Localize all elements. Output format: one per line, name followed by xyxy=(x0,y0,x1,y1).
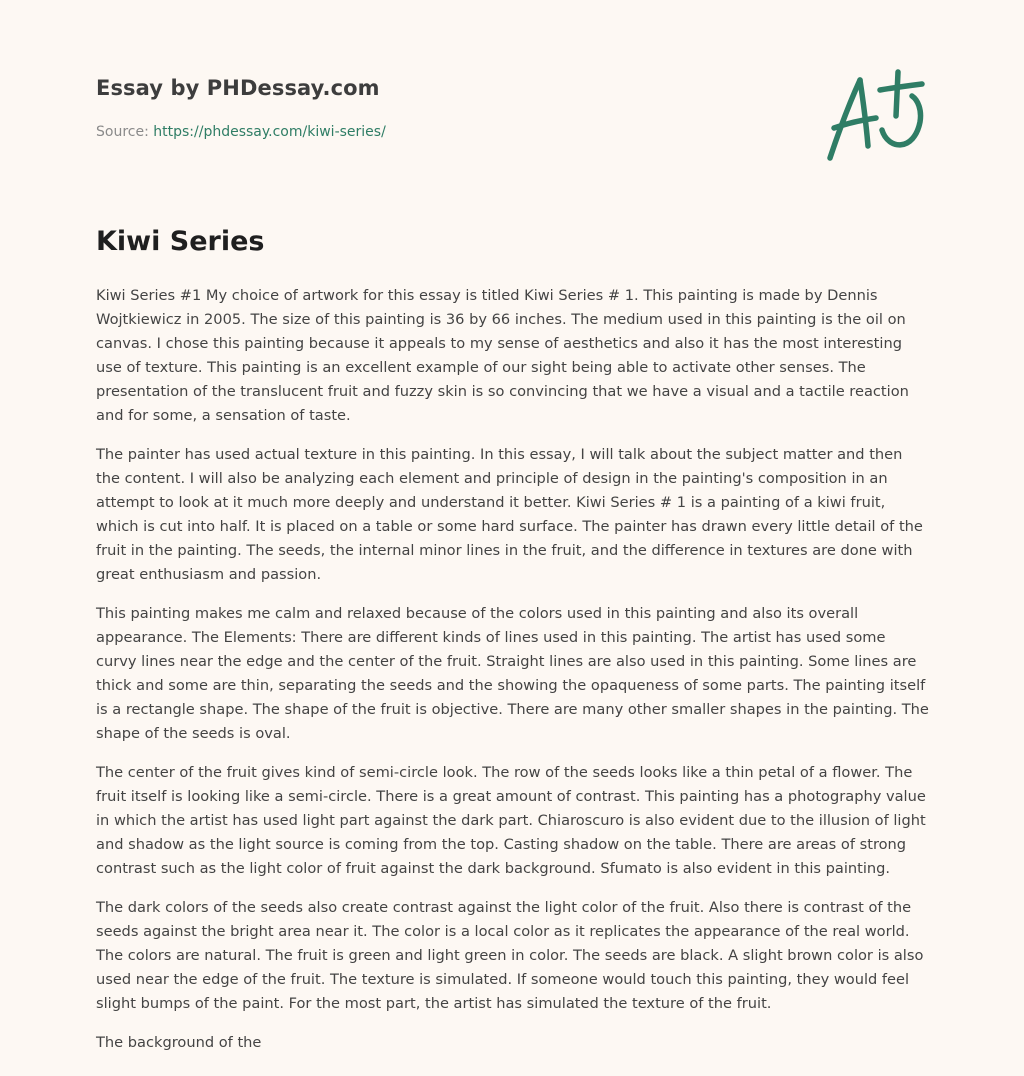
essay-paragraph: The painter has used actual texture in this painting. In this essay, I will talk about the subject matter and then the content. I will also be analyzing each element and principle of design in the painting's composition in an attempt to look at it much more deeply and understand it better. Kiwi Series # 1 is a painting of a kiwi fruit, which is cut into half. It is placed on a table or some hard surface. The painter has drawn every little detail of the fruit in the painting. The seeds, the internal minor lines in the fruit, and the difference in textures are done with great enthusiasm and passion. xyxy=(96,446,923,583)
essay-title: Kiwi Series xyxy=(96,226,265,257)
essay-paragraph: Kiwi Series #1 My choice of artwork for this essay is titled Kiwi Series # 1. This painting is made by Dennis Wojtkiewicz in 2005. The size of this painting is 36 by 66 inches. The medium used in this painting is the oil on canvas. I chose this painting because it appeals to my sense of aesthetics and also it has the most interesting use of texture. This painting is an excellent example of our sight being able to activate other senses. The presentation of the translucent fruit and fuzzy skin is so convincing that we have a visual and a tactile reaction and for some, a sensation of taste. xyxy=(96,287,909,424)
a-plus-logo xyxy=(818,66,930,166)
brand-title: Essay by PHDessay.com xyxy=(96,76,380,100)
essay-paragraph: The dark colors of the seeds also create contrast against the light color of the fruit. Also there is contrast of the seeds against the bright area near it. The color is a local color as it replicates the appearance of the real world. The colors are natural. The fruit is green and light green in color. The seeds are black. A slight brown color is also used near the edge of the fruit. The texture is simulated. If someone would touch this painting, they would feel slight bumps of the paint. For the most part, the artist has simulated the texture of the fruit. xyxy=(96,899,924,1012)
essay-body xyxy=(96,284,930,1070)
essay-paragraph: The center of the fruit gives kind of semi-circle look. The row of the seeds looks like a thin petal of a flower. The fruit itself is looking like a semi-circle. There is a great amount of contrast. This painting has a photography value in which the artist has used light part against the dark part. Chiaroscuro is also evident due to the illusion of light and shadow as the light source is coming from the top. Casting shadow on the table. There are areas of strong contrast such as the light color of fruit against the dark background. Sfumato is also evident in this painting. xyxy=(96,764,926,877)
a-plus-logo-icon xyxy=(818,66,930,166)
source-link[interactable]: https://phdessay.com/kiwi-series/ xyxy=(153,124,386,140)
source-line xyxy=(96,124,656,140)
source-label: Source: xyxy=(96,124,154,140)
essay-paragraph: This painting makes me calm and relaxed because of the colors used in this painting and also its overall appearance. The Elements: There are different kinds of lines used in this painting. The artist has used some curvy lines near the edge and the center of the fruit. Straight lines are also used in this painting. Some lines are thick and some are thin, separating the seeds and the showing the opaqueness of some parts. The painting itself is a rectangle shape. The shape of the fruit is objective. There are many other smaller shapes in the painting. The shape of the seeds is oval. xyxy=(96,605,929,742)
essay-paragraph: The background of the xyxy=(96,1034,262,1051)
page-header xyxy=(96,76,656,140)
